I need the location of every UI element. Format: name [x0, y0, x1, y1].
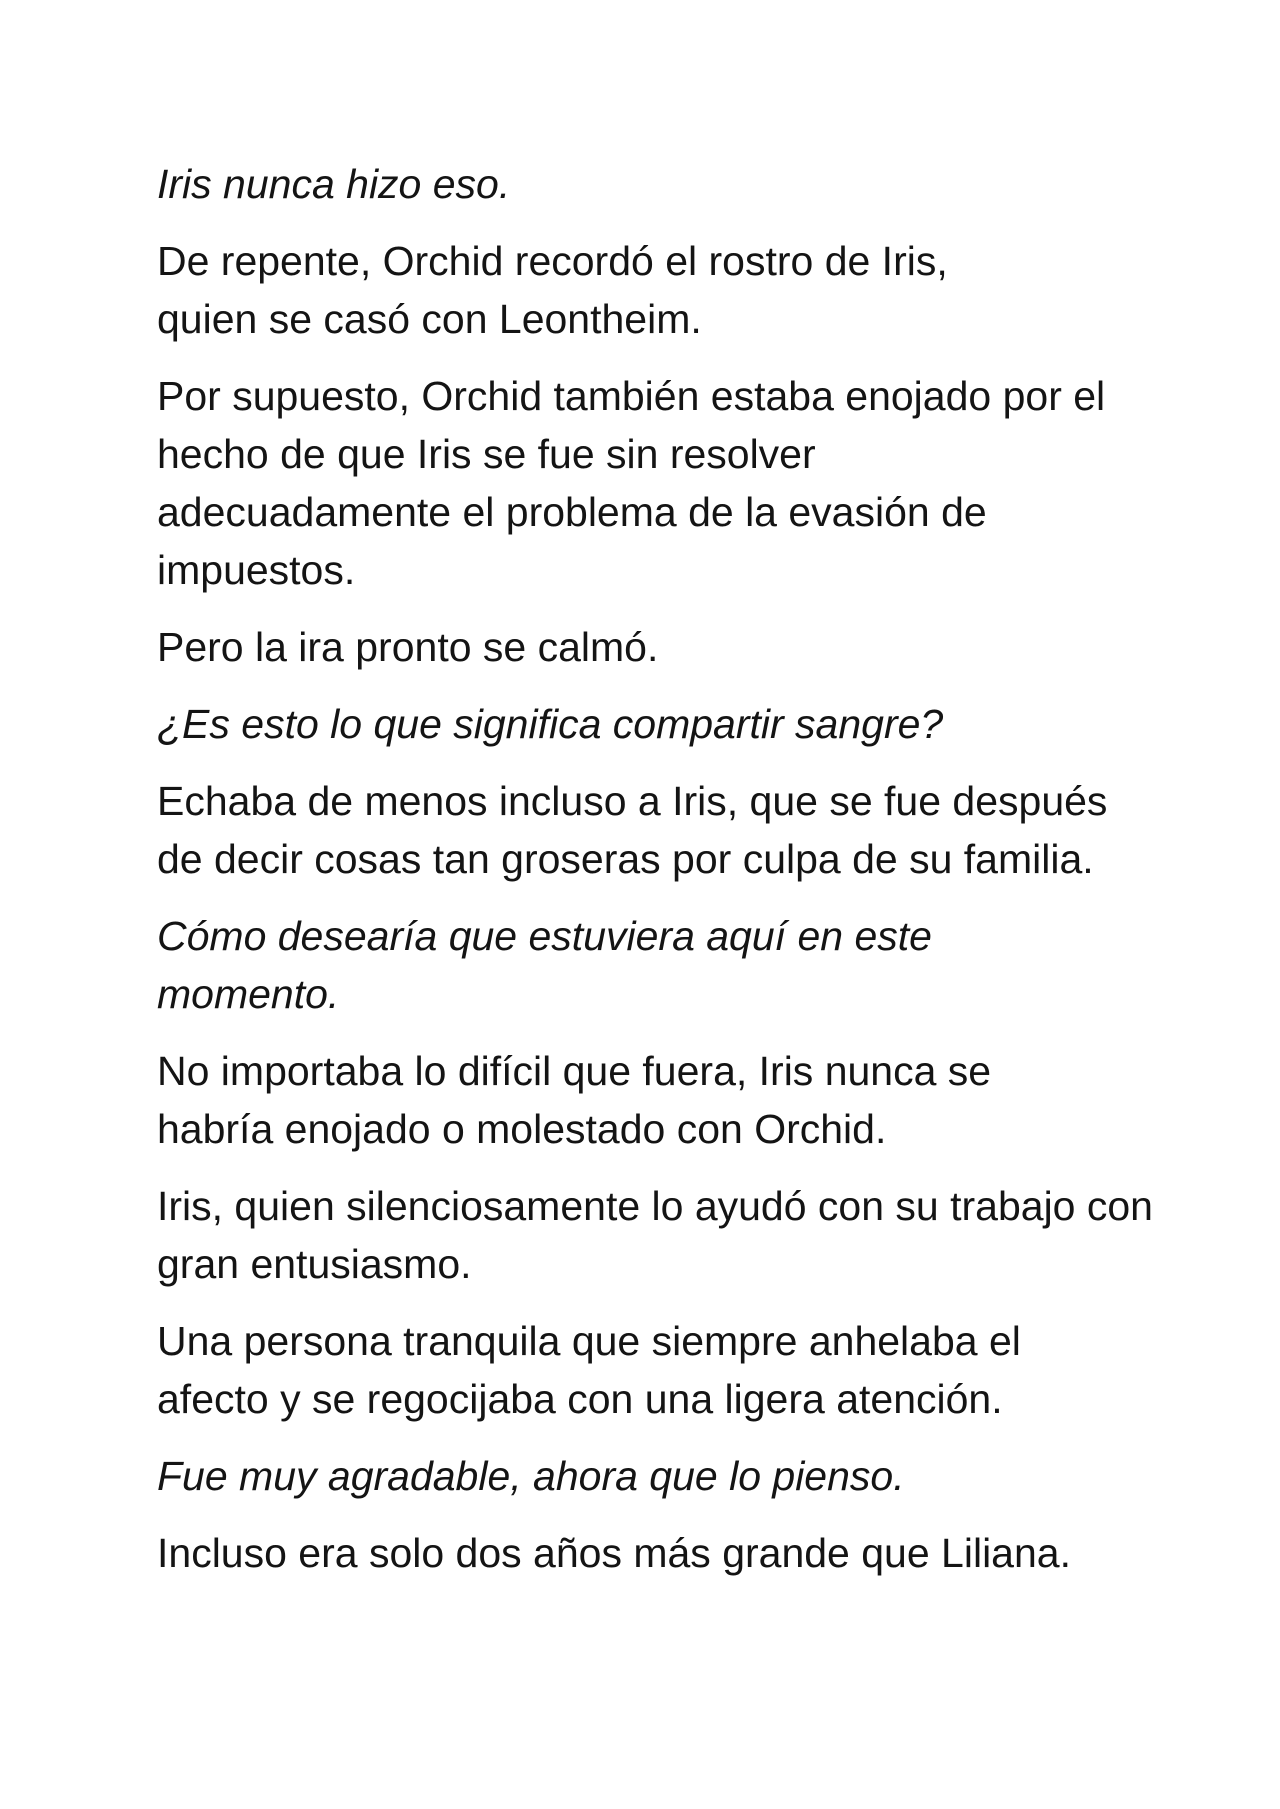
- paragraph-6: Echaba de menos incluso a Iris, que se fue después de decir cosas tan groseras por culpa de su familia.: [157, 778, 1108, 882]
- document-body: [157, 155, 1167, 1601]
- paragraph-12: Incluso era solo dos años más grande que Liliana.: [157, 1530, 1071, 1576]
- paragraph-1: Iris nunca hizo eso.: [157, 161, 511, 207]
- paragraph-10: Una persona tranquila que siempre anhelaba el afecto y se regocijaba con una ligera atención.: [157, 1318, 1021, 1422]
- paragraph-7: Cómo desearía que estuviera aquí en este momento.: [157, 913, 932, 1017]
- paragraph-2: De repente, Orchid recordó el rostro de Iris, quien se casó con Leontheim.: [157, 238, 948, 342]
- paragraph-4: Pero la ira pronto se calmó.: [157, 624, 659, 670]
- paragraph-9: Iris, quien silenciosamente lo ayudó con su trabajo con gran entusiasmo.: [157, 1183, 1153, 1287]
- paragraph-11: Fue muy agradable, ahora que lo pienso.: [157, 1453, 905, 1499]
- paragraph-8: No importaba lo difícil que fuera, Iris nunca se habría enojado o molestado con Orchid.: [157, 1048, 992, 1152]
- paragraph-3: Por supuesto, Orchid también estaba enojado por el hecho de que Iris se fue sin resolver adecuadamente el problema de la evasión de impuestos.: [157, 373, 1106, 593]
- paragraph-5: ¿Es esto lo que significa compartir sangre?: [157, 701, 944, 747]
